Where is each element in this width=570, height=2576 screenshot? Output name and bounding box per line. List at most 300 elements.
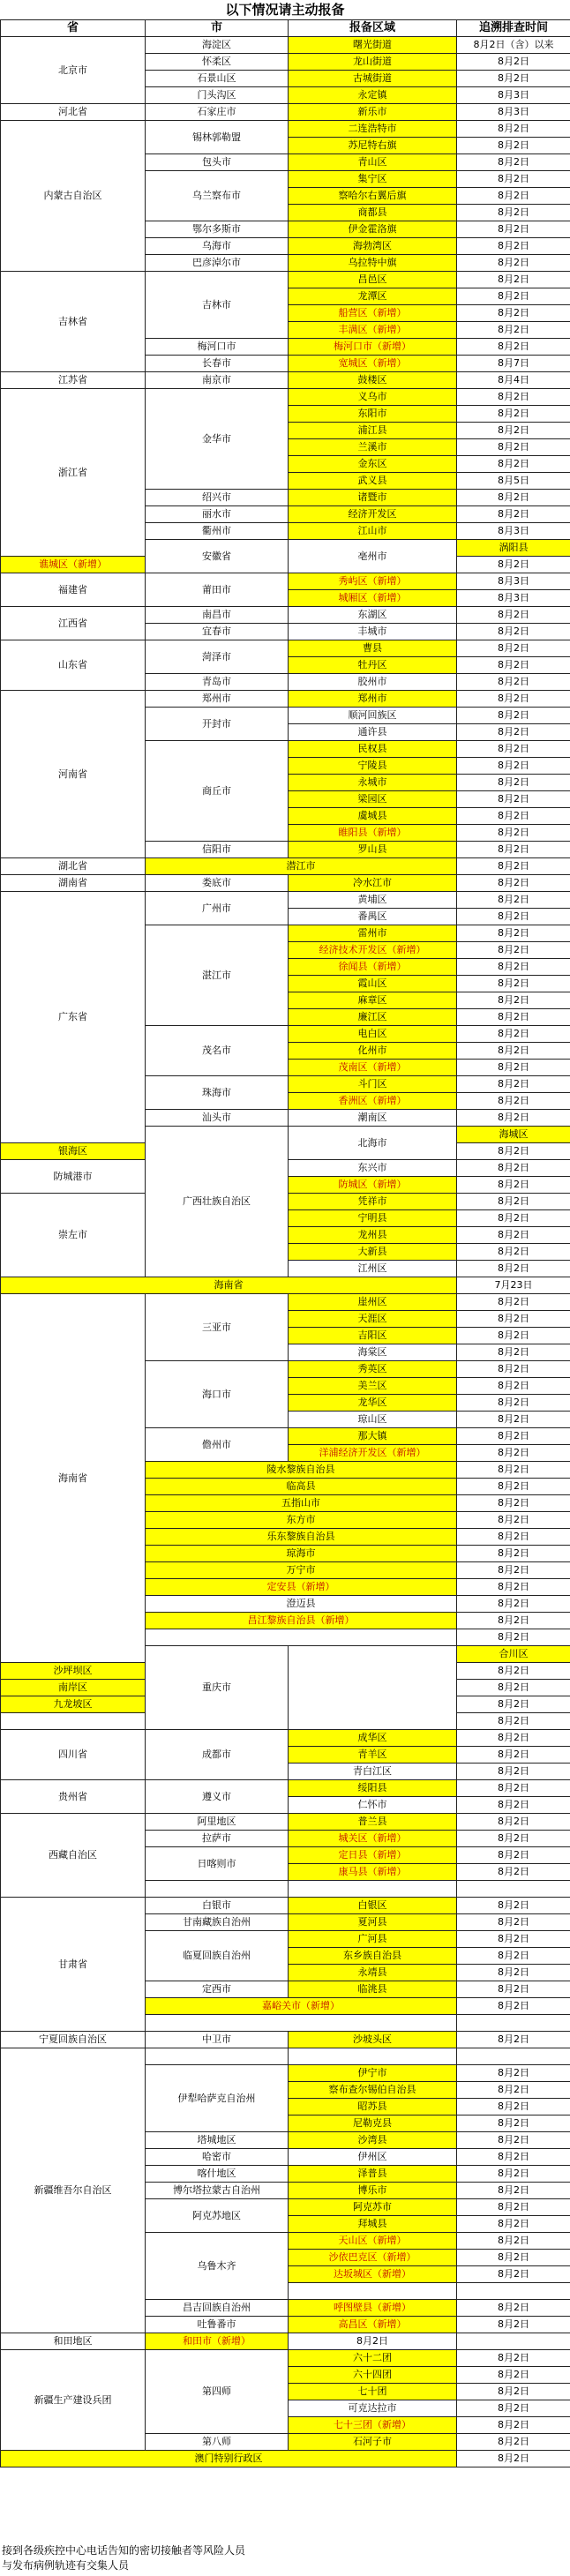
- date-cell: 8月2日: [457, 1194, 570, 1210]
- date-cell: 8月2日: [457, 624, 570, 640]
- date-cell: 8月2日: [457, 1160, 570, 1177]
- area-cell: 宁明县: [289, 1210, 457, 1227]
- area-cell: 永定镇: [289, 87, 457, 104]
- date-cell: 8月2日: [457, 305, 570, 322]
- city-area-merged-cell: 澄迈县: [146, 1596, 457, 1613]
- date-cell: 8月2日: [457, 2115, 570, 2132]
- date-cell: 8月2日: [457, 1948, 570, 1965]
- city-cell: 拉萨市: [146, 1831, 289, 1847]
- area-cell: 顺河回族区: [289, 708, 457, 724]
- area-cell: 洋浦经济开发区（新增）: [289, 1445, 457, 1462]
- date-cell: 8月2日: [457, 2300, 570, 2317]
- area-cell: 诸暨市: [289, 490, 457, 506]
- date-cell: 8月2日: [457, 1009, 570, 1026]
- date-cell: 8月2日: [457, 1780, 570, 1797]
- area-cell: 银海区: [1, 1143, 146, 1160]
- city-cell: 吉林市: [146, 272, 289, 339]
- city-cell: [146, 2048, 289, 2065]
- header-province: 省: [1, 20, 146, 37]
- province-cell: 北京市: [1, 37, 146, 104]
- date-cell: 8月2日: [457, 1747, 570, 1764]
- date-cell: 8月2日: [457, 439, 570, 456]
- date-cell: 8月2日: [457, 171, 570, 188]
- date-cell: 8月2日: [457, 2384, 570, 2400]
- area-cell: 东兴市: [289, 1160, 457, 1177]
- city-cell: 广州市: [146, 892, 289, 925]
- area-cell: 夏河县: [289, 1914, 457, 1931]
- date-cell: 8月2日: [457, 1043, 570, 1060]
- date-cell: 8月2日: [457, 1445, 570, 1462]
- city-cell: 绍兴市: [146, 490, 289, 506]
- area-cell: 察哈尔右翼后旗: [289, 188, 457, 205]
- province-wide-cell: 海南省: [1, 1277, 457, 1294]
- date-cell: [457, 2015, 570, 2032]
- table-row: [1, 372, 570, 389]
- city-cell: 第四师: [146, 2350, 289, 2434]
- city-cell: 喀什地区: [146, 2166, 289, 2183]
- area-cell: 电白区: [289, 1026, 457, 1043]
- area-cell: 曙光街道: [289, 37, 457, 54]
- date-cell: [457, 1881, 570, 1898]
- area-cell: 东乡族自治县: [289, 1948, 457, 1965]
- city-cell: 茂名市: [146, 1026, 289, 1076]
- city-cell: 石景山区: [146, 71, 289, 87]
- date-cell: 8月2日: [457, 138, 570, 154]
- date-cell: 8月3日: [457, 573, 570, 590]
- date-cell: 8月2日: [457, 1998, 570, 2015]
- city-cell: 白银市: [146, 1898, 289, 1914]
- table-row: [1, 2048, 570, 2065]
- date-cell: 8月2日: [457, 506, 570, 523]
- city-cell: 日喀则市: [146, 1847, 289, 1881]
- date-cell: 8月2日: [457, 1479, 570, 1495]
- date-cell: 8月2日: [457, 1931, 570, 1948]
- table-row: [1, 1730, 570, 1747]
- city-cell: 汕头市: [146, 1110, 289, 1127]
- date-cell: 8月2日: [457, 2451, 570, 2467]
- area-cell: 永靖县: [289, 1965, 457, 1981]
- province-cell: 甘肃省: [1, 1898, 146, 2032]
- area-cell: 沙湾县: [289, 2132, 457, 2149]
- area-cell: 东阳市: [289, 406, 457, 423]
- city-cell: 鄂尔多斯市: [146, 221, 289, 238]
- date-cell: 8月2日: [457, 389, 570, 406]
- date-cell: 8月2日: [457, 2216, 570, 2233]
- city-cell: 石家庄市: [146, 104, 289, 121]
- area-cell: 成华区: [289, 1730, 457, 1747]
- province-cell: 江苏省: [1, 372, 146, 389]
- city-cell: 和田地区: [1, 2333, 146, 2350]
- header-area: 报备区域: [289, 20, 457, 37]
- area-cell: 郑州市: [289, 691, 457, 708]
- province-cell: 吉林省: [1, 272, 146, 372]
- area-cell: 经济技术开发区（新增）: [289, 942, 457, 959]
- province-cell: 安徽省: [146, 540, 289, 573]
- date-cell: 8月2日: [457, 2400, 570, 2417]
- area-cell: 天山区（新增）: [289, 2233, 457, 2250]
- area-cell: 曹县: [289, 640, 457, 657]
- area-cell: 龙华区: [289, 1395, 457, 1412]
- city-cell: 第八师: [146, 2434, 289, 2451]
- city-area-merged-cell: 定安县（新增）: [146, 1579, 457, 1596]
- province-cell: 河北省: [1, 104, 146, 121]
- city-cell: 亳州市: [289, 540, 457, 573]
- date-cell: 8月2日: [457, 1462, 570, 1479]
- city-cell: 莆田市: [146, 573, 289, 607]
- area-cell: 牡丹区: [289, 657, 457, 674]
- area-cell: 徐闻县（新增）: [289, 959, 457, 976]
- city-cell: 中卫市: [146, 2032, 289, 2048]
- city-cell: [289, 1646, 457, 1730]
- area-cell: 伊宁市: [289, 2065, 457, 2082]
- date-cell: 8月2日: [457, 1378, 570, 1395]
- area-cell: 船营区（新增）: [289, 305, 457, 322]
- city-cell: 信阳市: [146, 842, 289, 858]
- city-cell: 衢州市: [146, 523, 289, 540]
- city-area-merged-cell: 临高县: [146, 1479, 457, 1495]
- date-cell: 8月2日: [457, 607, 570, 624]
- city-cell: 青岛市: [146, 674, 289, 691]
- city-cell: 海口市: [146, 1361, 289, 1428]
- area-cell: 雷州市: [289, 925, 457, 942]
- area-cell: 南岸区: [1, 1680, 146, 1696]
- date-cell: 8月2日: [457, 1663, 570, 1680]
- date-cell: 8月2日: [457, 2233, 570, 2250]
- date-cell: 8月2日: [457, 1076, 570, 1093]
- date-cell: 8月2日: [457, 1177, 570, 1194]
- city-cell: 珠海市: [146, 1076, 289, 1110]
- date-cell: 8月2日: [457, 2132, 570, 2149]
- area-cell: 美兰区: [289, 1378, 457, 1395]
- date-cell: 8月2日: [457, 909, 570, 925]
- date-cell: 8月2日: [457, 1328, 570, 1344]
- city-cell: 博尔塔拉蒙古自治州: [146, 2183, 289, 2199]
- date-cell: 8月2日: [457, 2032, 570, 2048]
- date-cell: 8月2日: [457, 2434, 570, 2451]
- table-header-row: [1, 20, 570, 37]
- city-cell: 崇左市: [1, 1194, 146, 1277]
- date-cell: 8月2日: [457, 708, 570, 724]
- area-cell: 吉阳区: [289, 1328, 457, 1344]
- area-cell: 秀屿区（新增）: [289, 573, 457, 590]
- city-area-merged-cell: 陵水黎族自治县: [146, 1462, 457, 1479]
- date-cell: 8月2日: [457, 1713, 570, 1730]
- table-row: [1, 2451, 570, 2467]
- date-cell: 8月2日: [457, 1143, 570, 1160]
- province-cell: 湖北省: [1, 858, 146, 875]
- city-area-merged-cell: 昌江黎族自治县（新增）: [146, 1613, 457, 1629]
- table-row: [1, 573, 570, 590]
- date-cell: 8月2日: [457, 238, 570, 255]
- area-cell: 武义县: [289, 473, 457, 490]
- table-row: [1, 2032, 570, 2048]
- area-cell: 白银区: [289, 1898, 457, 1914]
- province-cell: 贵州省: [1, 1780, 146, 1814]
- area-cell: 沙坡头区: [289, 2032, 457, 2048]
- area-cell: 海城区: [457, 1127, 570, 1143]
- date-cell: 8月2日: [457, 71, 570, 87]
- area-cell: 鼓楼区: [289, 372, 457, 389]
- area-cell: 商都县: [289, 205, 457, 221]
- city-cell: 乌鲁木齐: [146, 2233, 289, 2300]
- table-row: [1, 691, 570, 708]
- area-cell: 通许县: [289, 724, 457, 741]
- city-cell: 甘南藏族自治州: [146, 1914, 289, 1931]
- table-row: [1, 1814, 570, 1831]
- city-cell: [146, 1881, 289, 1898]
- province-cell: 湖南省: [1, 875, 146, 892]
- date-cell: 8月3日: [457, 590, 570, 607]
- area-cell: 普兰县: [289, 1814, 457, 1831]
- date-cell: 8月2日: [289, 2333, 457, 2350]
- province-wide-cell: 澳门特别行政区: [1, 2451, 457, 2467]
- date-cell: 8月4日: [457, 372, 570, 389]
- area-cell: 那大镇: [289, 1428, 457, 1445]
- date-cell: 8月2日: [457, 942, 570, 959]
- area-cell: 金东区: [289, 456, 457, 473]
- city-cell: 吐鲁番市: [146, 2317, 289, 2333]
- date-cell: 8月2日: [457, 154, 570, 171]
- date-cell: 8月2日: [457, 1696, 570, 1713]
- area-cell: 麻章区: [289, 992, 457, 1009]
- city-cell: 锡林郭勒盟: [146, 121, 289, 154]
- area-cell: 东湖区: [289, 607, 457, 624]
- city-cell: 阿克苏地区: [146, 2199, 289, 2233]
- table-row: [1, 272, 570, 288]
- area-cell: 番禺区: [289, 909, 457, 925]
- city-cell: 菏泽市: [146, 640, 289, 674]
- date-cell: 8月2日: [457, 1361, 570, 1378]
- date-cell: 8月2日: [457, 1864, 570, 1881]
- area-cell: [289, 2283, 457, 2300]
- date-cell: 8月7日: [457, 356, 570, 372]
- area-cell: 六十二团: [289, 2350, 457, 2367]
- area-cell: 龙州县: [289, 1227, 457, 1244]
- date-cell: 8月2日: [457, 54, 570, 71]
- date-cell: 8月5日: [457, 473, 570, 490]
- date-cell: 8月2日: [457, 2250, 570, 2266]
- date-cell: 8月2日: [457, 456, 570, 473]
- date-cell: 8月2日: [457, 674, 570, 691]
- city-cell: 娄底市: [146, 875, 289, 892]
- city-cell: 乌兰察布市: [146, 171, 289, 221]
- area-cell: 阿克苏市: [289, 2199, 457, 2216]
- date-cell: 8月2日: [457, 1898, 570, 1914]
- area-cell: 冷水江市: [289, 875, 457, 892]
- city-area-merged-cell: 东方市: [146, 1512, 457, 1529]
- province-cell: 山东省: [1, 640, 146, 691]
- area-cell: 秀英区: [289, 1361, 457, 1378]
- province-cell: 重庆市: [146, 1646, 289, 1730]
- date-cell: 8月2日: [457, 808, 570, 825]
- area-cell: 梁园区: [289, 791, 457, 808]
- area-cell: 沙依巴克区（新增）: [289, 2250, 457, 2266]
- date-cell: 8月2日: [457, 1579, 570, 1596]
- city-cell: 南京市: [146, 372, 289, 389]
- province-cell: 内蒙古自治区: [1, 121, 146, 272]
- date-cell: 8月2日: [457, 121, 570, 138]
- date-cell: 8月2日: [457, 322, 570, 339]
- city-cell: 怀柔区: [146, 54, 289, 71]
- area-cell: 尼勒克县: [289, 2115, 457, 2132]
- date-cell: [457, 2048, 570, 2065]
- date-cell: 8月2日: [457, 255, 570, 272]
- area-cell: 江山市: [289, 523, 457, 540]
- city-area-merged-cell: 嘉峪关市（新增）: [146, 1998, 457, 2015]
- city-cell: 定西市: [146, 1981, 289, 1998]
- area-cell: 临洮县: [289, 1981, 457, 1998]
- city-area-merged-cell: [146, 1629, 457, 1646]
- date-cell: 8月2日: [457, 1797, 570, 1814]
- date-cell: 8月2日: [457, 406, 570, 423]
- table-row: [1, 875, 570, 892]
- date-cell: 8月2日: [457, 2183, 570, 2199]
- city-cell: 金华市: [146, 389, 289, 490]
- date-cell: 8月2日: [457, 1244, 570, 1261]
- area-cell: 永城市: [289, 775, 457, 791]
- province-cell: 西藏自治区: [1, 1814, 146, 1898]
- province-cell: 新疆生产建设兵团: [1, 2350, 146, 2451]
- date-cell: 8月2日: [457, 1613, 570, 1629]
- area-cell: 浦江县: [289, 423, 457, 439]
- area-cell: 廉江区: [289, 1009, 457, 1026]
- city-cell: 阿里地区: [146, 1814, 289, 1831]
- date-cell: 8月2日: [457, 1596, 570, 1613]
- area-cell: 青白江区: [289, 1764, 457, 1780]
- date-cell: 8月2日: [457, 2350, 570, 2367]
- date-cell: 8月2日: [457, 992, 570, 1009]
- area-cell: 江州区: [289, 1261, 457, 1277]
- city-cell: 乌海市: [146, 238, 289, 255]
- date-cell: 8月2日: [457, 1680, 570, 1696]
- table-row: [1, 37, 570, 54]
- province-cell: 海南省: [1, 1294, 146, 1663]
- area-cell: 斗门区: [289, 1076, 457, 1093]
- province-cell: 四川省: [1, 1730, 146, 1780]
- area-cell: 和田市（新增）: [146, 2333, 289, 2350]
- date-cell: 8月2日: [457, 691, 570, 708]
- date-cell: 8月2日: [457, 2199, 570, 2216]
- area-cell: 博乐市: [289, 2183, 457, 2199]
- area-cell: 茂南区（新增）: [289, 1060, 457, 1076]
- city-cell: 南昌市: [146, 607, 289, 624]
- area-cell: 龙山街道: [289, 54, 457, 71]
- city-cell: 湛江市: [146, 925, 289, 1026]
- date-cell: 8月2日: [457, 1110, 570, 1127]
- date-cell: 8月2日: [457, 1428, 570, 1445]
- date-cell: 8月2日: [457, 1764, 570, 1780]
- city-cell: 宜春市: [146, 624, 289, 640]
- date-cell: 8月2日: [457, 2099, 570, 2115]
- area-cell: 睢阳县（新增）: [289, 825, 457, 842]
- city-cell: 临夏回族自治州: [146, 1931, 289, 1981]
- area-cell: 高昌区（新增）: [289, 2317, 457, 2333]
- header-time: 追溯排查时间: [457, 20, 570, 37]
- area-cell: 龙潭区: [289, 288, 457, 305]
- city-cell: 遵义市: [146, 1780, 289, 1814]
- area-cell: 香洲区（新增）: [289, 1093, 457, 1110]
- date-cell: 8月2日: [457, 1395, 570, 1412]
- date-cell: 8月2日: [457, 1311, 570, 1328]
- date-cell: 8月2日: [457, 2149, 570, 2166]
- date-cell: 8月2日: [457, 288, 570, 305]
- date-cell: 8月2日: [457, 1847, 570, 1864]
- province-cell: 福建省: [1, 573, 146, 607]
- area-cell: 九龙坡区: [1, 1696, 146, 1713]
- date-cell: 8月2日: [457, 858, 570, 875]
- area-cell: 兰溪市: [289, 439, 457, 456]
- province-cell: 宁夏回族自治区: [1, 2032, 146, 2048]
- date-cell: 8月2日: [457, 1965, 570, 1981]
- date-cell: 8月2日: [457, 842, 570, 858]
- date-cell: 8月2日: [457, 1914, 570, 1931]
- date-cell: 8月2日: [457, 1210, 570, 1227]
- area-cell: 集宁区: [289, 171, 457, 188]
- date-cell: 8月2日: [457, 2065, 570, 2082]
- date-cell: 8月2日: [457, 1562, 570, 1579]
- province-cell: 广西壮族自治区: [146, 1127, 289, 1277]
- area-cell: 沙坪坝区: [1, 1663, 146, 1680]
- area-cell: 民权县: [289, 741, 457, 758]
- area-cell: 丰满区（新增）: [289, 322, 457, 339]
- date-cell: 8月2日: [457, 272, 570, 288]
- area-cell: 经济开发区: [289, 506, 457, 523]
- date-cell: 8月2日: [457, 657, 570, 674]
- date-cell: 8月2日: [457, 1227, 570, 1244]
- date-cell: 8月2日: [457, 423, 570, 439]
- date-cell: 8月2日: [457, 976, 570, 992]
- date-cell: 8月2日: [457, 791, 570, 808]
- report-table: [0, 19, 570, 2467]
- city-cell: 伊犁哈萨克自治州: [146, 2065, 289, 2132]
- date-cell: 8月2日: [457, 825, 570, 842]
- area-cell: 天涯区: [289, 1311, 457, 1328]
- city-area-merged-cell: 潜江市: [146, 858, 457, 875]
- area-cell: 胶州市: [289, 674, 457, 691]
- date-cell: 8月2日: [457, 758, 570, 775]
- area-cell: 梅河口市（新增）: [289, 339, 457, 356]
- area-cell: 城厢区（新增）: [289, 590, 457, 607]
- area-cell: 新乐市: [289, 104, 457, 121]
- city-cell: 防城港市: [1, 1160, 146, 1194]
- date-cell: 8月2日: [457, 1512, 570, 1529]
- city-cell: 巴彦淖尔市: [146, 255, 289, 272]
- footer-note: [0, 2543, 570, 2573]
- area-cell: 定日县（新增）: [289, 1847, 457, 1864]
- area-cell: 防城区（新增）: [289, 1177, 457, 1194]
- area-cell: 康马县（新增）: [289, 1864, 457, 1881]
- date-cell: 8月3日: [457, 523, 570, 540]
- area-cell: 呼图壁县（新增）: [289, 2300, 457, 2317]
- date-cell: 8月2日: [457, 490, 570, 506]
- table-row: [1, 1898, 570, 1914]
- table-row: [1, 1294, 570, 1311]
- date-cell: 8月2日: [457, 1981, 570, 1998]
- city-area-merged-cell: 五指山市: [146, 1495, 457, 1512]
- province-cell: 江西省: [1, 607, 146, 640]
- city-cell: 长春市: [146, 356, 289, 372]
- date-cell: 8月2日: [457, 1344, 570, 1361]
- city-cell: 三亚市: [146, 1294, 289, 1361]
- date-cell: 8月2日: [457, 188, 570, 205]
- area-cell: [1, 1713, 146, 1730]
- city-cell: 门头沟区: [146, 87, 289, 104]
- area-cell: 崖州区: [289, 1294, 457, 1311]
- table-row: [1, 858, 570, 875]
- date-cell: 8月2日: [457, 1060, 570, 1076]
- city-cell: 丽水市: [146, 506, 289, 523]
- area-cell: 苏尼特右旗: [289, 138, 457, 154]
